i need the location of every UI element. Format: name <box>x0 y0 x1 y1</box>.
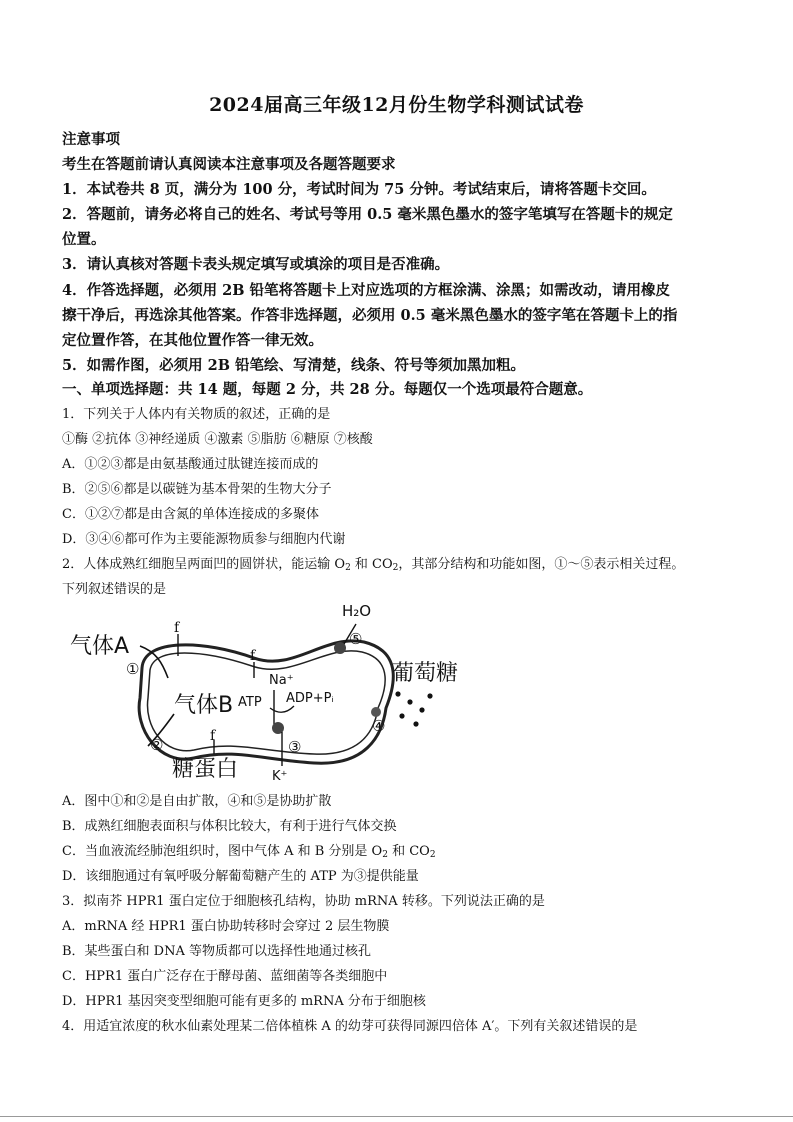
gas-b-label: 气体B <box>174 693 234 718</box>
page-title: 2024届高三年级12月份生物学科测试试卷 <box>209 94 584 116</box>
water-label: H₂O <box>342 602 372 620</box>
notice-item-4-cont-2: 定位置作答，在其他位置作答一律无效。 <box>62 332 323 349</box>
q3-option-b: B．某些蛋白和 DNA 等物质都可以选择性地通过核孔 <box>62 944 372 959</box>
q2-option-c: C．当血液流经肺泡组织时，图中气体 A 和 B 分别是 $O_2$ 和 $CO_2$ <box>62 844 436 860</box>
process-4-label: ④ <box>372 717 386 735</box>
q1-option-d: D．③④⑥都可作为主要能源物质参与细胞内代谢 <box>62 532 346 547</box>
q3-option-d: D．HPR1 基因突变型细胞可能有更多的 mRNA 分布于细胞核 <box>62 994 426 1009</box>
process-1-label: ① <box>126 660 140 678</box>
potassium-label: K⁺ <box>272 769 288 783</box>
svg-text:f: f <box>210 728 216 744</box>
q2-option-b: B．成熟红细胞表面积与体积比较大，有利于进行气体交换 <box>62 819 397 834</box>
glucose-transporter <box>371 707 381 717</box>
q2-option-d: D．该细胞通过有氧呼吸分解葡萄糖产生的 ATP 为③提供能量 <box>62 869 419 884</box>
notice-heading: 注意事项 <box>62 131 120 148</box>
q2-option-a: A．图中①和②是自由扩散，④和⑤是协助扩散 <box>62 794 332 809</box>
process-5-label: ⑤ <box>349 630 363 648</box>
glycoprotein-marker-top-1: f <box>174 620 180 636</box>
section-heading: 一、单项选择题：共 14 题，每题 2 分，共 28 分。每题仅一个选项最符合题意。 <box>62 381 593 398</box>
notice-item-1: 1．本试卷共 8 页，满分为 100 分，考试时间为 75 分钟。考试结束后，请将答题卡交回。 <box>62 181 656 198</box>
notice-item-3: 3．请认真核对答题卡表头规定填写或填涂的项目是否准确。 <box>62 256 450 273</box>
process-2-label: ② <box>150 736 164 754</box>
notice-item-2-cont: 位置。 <box>62 231 106 248</box>
glycoprotein-marker-top-2: f <box>250 648 256 664</box>
glycoprotein-label: 糖蛋白 <box>172 757 239 782</box>
q1-option-b: B．②⑤⑥都是以碳链为基本骨架的生物大分子 <box>62 482 332 497</box>
q1-option-a: A．①②③都是由氨基酸通过肽键连接而成的 <box>62 457 319 472</box>
bottom-rule <box>0 1116 793 1117</box>
q2-stem-cont: 下列叙述错误的是 <box>62 582 167 597</box>
process-3-label: ③ <box>288 738 302 756</box>
notice-item-4-cont-1: 擦干净后，再选涂其他答案。作答非选择题，必须用 0.5 毫米黑色墨水的签字笔在答题卡上的指 <box>62 307 678 324</box>
notice-item-2: 2．答题前，请务必将自己的姓名、考试号等用 0.5 毫米黑色墨水的签字笔填写在答题卡的规定 <box>62 206 673 223</box>
q1-option-c: C．①②⑦都是由含氮的单体连接成的多聚体 <box>62 507 319 522</box>
notice-intro: 考生在答题前请认真阅读本注意事项及各题答题要求 <box>62 156 396 173</box>
glucose-label: 葡萄糖 <box>392 661 459 686</box>
q1-stem: 1．下列关于人体内有关物质的叙述，正确的是 <box>62 407 331 422</box>
q2-stem: 2．人体成熟红细胞呈两面凹的圆饼状，能运输 $O_2$ 和 $CO_2$，其部分结构和功能如图，①～⑤表示相关过程。 <box>62 557 685 573</box>
sodium-label: Na⁺ <box>269 673 294 688</box>
glucose-dot <box>395 691 400 696</box>
red-blood-cell-diagram <box>64 598 484 783</box>
notice-item-4: 4．作答选择题，必须用 2B 铅笔将答题卡上对应选项的方框涂满、涂黑；如需改动，请用橡皮 <box>62 282 671 299</box>
gas-a-label: 气体A <box>70 634 130 659</box>
q4-stem: 4．用适宜浓度的秋水仙素处理某二倍体植株 A 的幼芽可获得同源四倍体 A′。下列有关叙述错误的是 <box>62 1019 638 1034</box>
q3-option-a: A．mRNA 经 HPR1 蛋白协助转移时会穿过 2 层生物膜 <box>62 919 390 934</box>
q1-list: ①酶 ②抗体 ③神经递质 ④激素 ⑤脂肪 ⑥糖原 ⑦核酸 <box>62 432 373 447</box>
q3-option-c: C．HPR1 蛋白广泛存在于酵母菌、蓝细菌等各类细胞中 <box>62 969 388 984</box>
atp-label: ATP <box>238 695 262 710</box>
notice-item-5: 5．如需作图，必须用 2B 铅笔绘、写清楚，线条、符号等须加黑加粗。 <box>62 357 526 374</box>
q3-stem: 3．拟南芥 HPR1 蛋白定位于细胞核孔结构，协助 mRNA 转移。下列说法正确的是 <box>62 894 545 909</box>
adp-label: ADP+Pᵢ <box>286 691 334 706</box>
